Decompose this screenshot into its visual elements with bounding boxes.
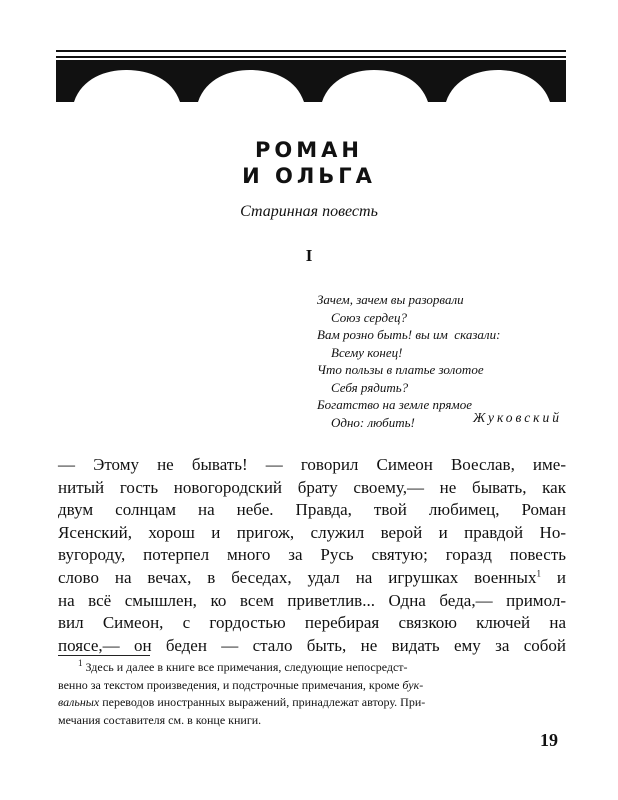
body-line-text: слово на вечах, в беседах, удал на игрушках военных xyxy=(58,567,537,587)
footnote-line xyxy=(58,677,566,695)
epigraph-line: Союз сердец? xyxy=(331,309,407,325)
body-line: Ясенский, хорош и пригож, служил верой и правдой Но- xyxy=(58,522,566,542)
epigraph-line: Богатство на земле прямое xyxy=(317,397,472,412)
footnote-ref: 1 xyxy=(536,568,541,579)
body-line: вил Симеон, с гордостью перебирая связкою ключей на xyxy=(58,613,566,633)
footnote-line: мечания составителя см. в конце книги. xyxy=(58,712,262,727)
body-paragraph xyxy=(58,454,566,657)
epigraph-line: Вам розно быть! вы им сказали: xyxy=(317,327,501,342)
footnote-text: Здесь и далее в книге все примечания, следующие непосредст- xyxy=(82,660,408,674)
decorative-arch-ornament xyxy=(56,50,566,104)
epigraph-line: Всему конец! xyxy=(331,344,403,360)
body-line-with-footnote xyxy=(58,567,566,590)
title-line-1: РОМАН xyxy=(255,138,363,162)
footnote-italic: вальных xyxy=(58,695,100,709)
body-line: поясе,— он беден — стало быть, не видать ему за собой xyxy=(58,635,566,655)
footnote-divider xyxy=(58,655,150,656)
footnote-line xyxy=(58,694,566,712)
epigraph-author: Жуковский xyxy=(473,410,562,425)
footnote-text: венно за текстом произведения, и подстрочные примечания, кроме xyxy=(58,677,400,692)
body-line-tail: и xyxy=(540,567,566,587)
footnote-italic: бук- xyxy=(402,677,424,692)
chapter-number: I xyxy=(305,246,313,265)
footnote-marker: 1 xyxy=(78,658,83,668)
footnote xyxy=(58,659,566,729)
body-line: на всё смышлен, ко всем приветлив... Одна беда,— примол- xyxy=(58,590,566,610)
subtitle: Старинная повесть xyxy=(240,203,378,220)
body-line: нитый гость новогородский брату своему,— не бывать, как xyxy=(58,477,566,497)
epigraph-line: Себя рядить? xyxy=(331,379,409,395)
body-line: — Этому не бывать! — говорил Симеон Воеслав, име- xyxy=(58,455,566,474)
title-line-2: И ОЛЬГА xyxy=(242,164,376,188)
epigraph-line: Зачем, зачем вы разорвали xyxy=(317,292,464,307)
footnote-text: переводов иностранных выражений, принадлежат автору. При- xyxy=(99,695,426,709)
epigraph-line: Что пользы в платье золотое xyxy=(317,362,484,377)
body-line: двум солнцам на небе. Правда, твой любимец, Роман xyxy=(58,500,566,520)
body-line: вугороду, потерпел много за Русь святую; горазд повесть xyxy=(58,545,566,565)
epigraph-line: Одно: любить! xyxy=(331,414,415,430)
page-number: 19 xyxy=(540,730,558,750)
footnote-line xyxy=(58,659,566,677)
